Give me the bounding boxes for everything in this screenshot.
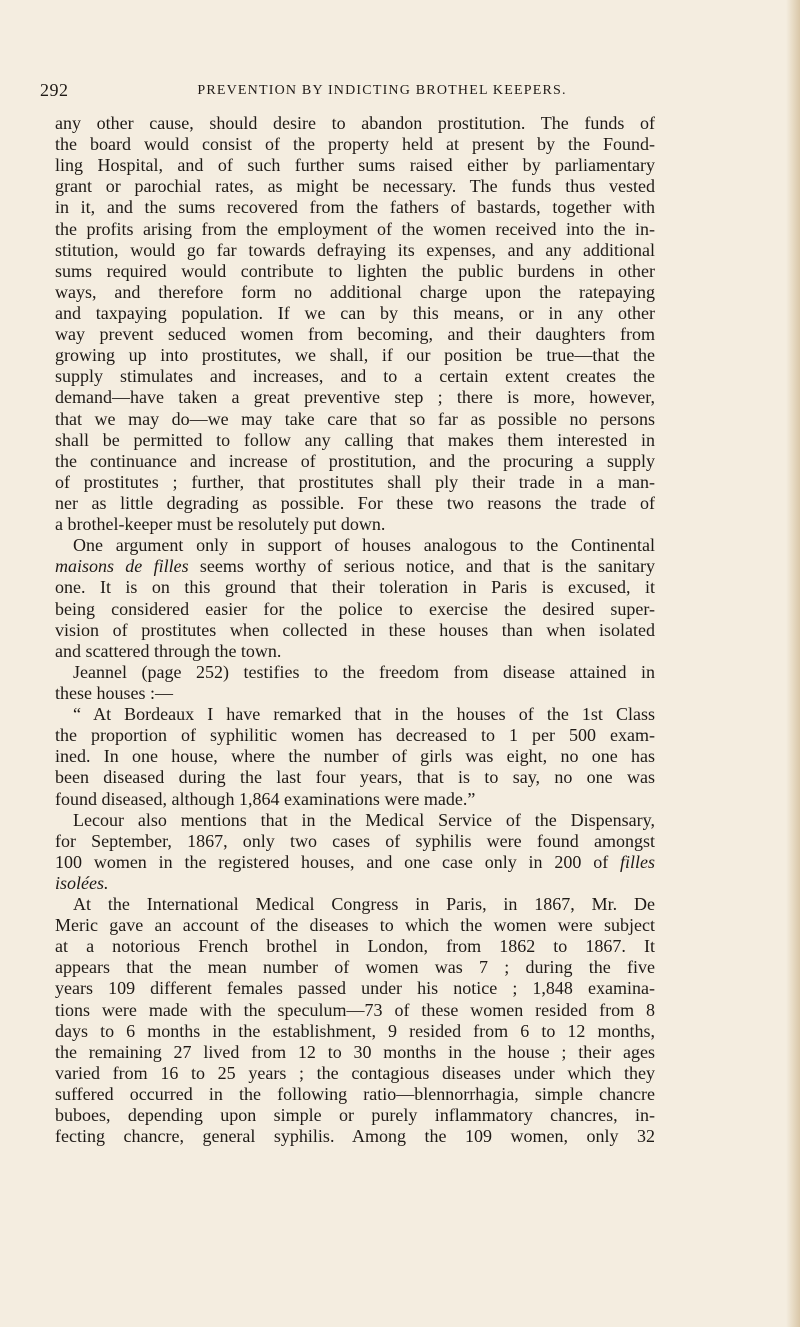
text-line: ling Hospital, and of such further sums raised either by parliamentary	[55, 155, 655, 176]
running-title: PREVENTION BY INDICTING BROTHEL KEEPERS.	[197, 83, 567, 98]
text-line: buboes, depending upon simple or purely inflammatory chancres, in-	[55, 1105, 655, 1126]
text-line: years 109 different females passed under his notice ; 1,848 examina-	[55, 978, 655, 999]
text-line: ner as little degrading as possible. For these two reasons the trade of	[55, 492, 655, 513]
text-line: that we may do—we may take care that so far as possible no persons	[55, 408, 655, 429]
text-line: demand—have taken a great preventive step ; there is more, however,	[55, 387, 655, 408]
text-line: of prostitutes ; further, that prostitutes shall ply their trade in a man-	[55, 471, 655, 492]
text-line: sums required would contribute to lighten the public burdens in other	[55, 260, 655, 281]
text-line: suffered occurred in the following ratio—blennorrhagia, simple chancre	[55, 1084, 655, 1105]
text-line: growing up into prostitutes, we shall, if our position be true—that the	[55, 345, 655, 366]
text-line: the continuance and increase of prostitution, and the procuring a supply	[55, 450, 655, 471]
text-line: stitution, would go far towards defraying its expenses, and any additional	[55, 239, 655, 260]
text-line: any other cause, should desire to abandon prostitution. The funds of	[55, 113, 655, 133]
text-line: grant or parochial rates, as might be necessary. The funds thus vested	[55, 176, 655, 197]
text-line: 100 women in the registered houses, and one case only in 200 of filles	[55, 851, 655, 872]
text-line: maisons de filles seems worthy of serious notice, and that is the sanitary	[55, 556, 655, 577]
text-line: been diseased during the last four years, that is to say, no one was	[55, 767, 655, 788]
text-line: at a notorious French brothel in London, from 1862 to 1867. It	[55, 936, 655, 957]
page-header	[40, 80, 654, 108]
text-line: shall be permitted to follow any calling that makes them interested in	[55, 429, 655, 450]
text-line: these houses :—	[55, 682, 173, 703]
text-line: ined. In one house, where the number of girls was eight, no one has	[55, 746, 655, 767]
text-line: vision of prostitutes when collected in these houses than when isolated	[55, 619, 655, 640]
text-line: Meric gave an account of the diseases to which the women were subject	[55, 915, 655, 936]
text-line: and scattered through the town.	[55, 640, 282, 661]
text-line: the proportion of syphilitic women has decreased to 1 per 500 exam-	[55, 725, 655, 746]
text-line: supply stimulates and increases, and to a certain extent creates the	[55, 366, 655, 387]
text-line: way prevent seduced women from becoming, and their daughters from	[55, 324, 655, 345]
text-line: for September, 1867, only two cases of syphilis were found amongst	[55, 830, 655, 851]
text-line: isolées.	[55, 872, 109, 893]
text-line: At the International Medical Congress in Paris, in 1867, Mr. De	[73, 894, 655, 915]
page-number: 292	[40, 80, 69, 100]
text-line: Lecour also mentions that in the Medical Service of the Dispensary,	[73, 809, 655, 830]
text-line: one. It is on this ground that their toleration in Paris is excused, it	[55, 577, 655, 598]
text-line: Jeannel (page 252) testifies to the freedom from disease attained in	[73, 661, 655, 682]
page-edge-shadow	[786, 0, 800, 1327]
body-text	[55, 113, 655, 1147]
text-line: appears that the mean number of women was 7 ; during the five	[55, 957, 655, 978]
text-line: One argument only in support of houses analogous to the Continental	[73, 535, 655, 556]
text-line: being considered easier for the police to exercise the desired super-	[55, 598, 655, 619]
text-line: “ At Bordeaux I have remarked that in the houses of the 1st Class	[73, 704, 655, 725]
text-line: the profits arising from the employment of the women received into the in-	[55, 218, 655, 239]
text-line: the board would consist of the property held at present by the Found-	[55, 134, 655, 155]
text-line: ways, and therefore form no additional charge upon the ratepaying	[55, 281, 655, 302]
text-line: and taxpaying population. If we can by this means, or in any other	[55, 302, 655, 323]
text-line: tions were made with the speculum—73 of these women resided from 8	[55, 999, 655, 1020]
text-line: a brothel-keeper must be resolutely put down.	[55, 514, 386, 535]
text-line: days to 6 months in the establishment, 9 resided from 6 to 12 months,	[55, 1020, 655, 1041]
text-line: in it, and the sums recovered from the fathers of bastards, together with	[55, 197, 655, 218]
text-line: found diseased, although 1,864 examinations were made.”	[55, 788, 476, 809]
text-line: the remaining 27 lived from 12 to 30 months in the house ; their ages	[55, 1041, 655, 1062]
text-line: varied from 16 to 25 years ; the contagious diseases under which they	[55, 1062, 655, 1083]
text-line: fecting chancre, general syphilis. Among the 109 women, only 32	[55, 1126, 655, 1147]
